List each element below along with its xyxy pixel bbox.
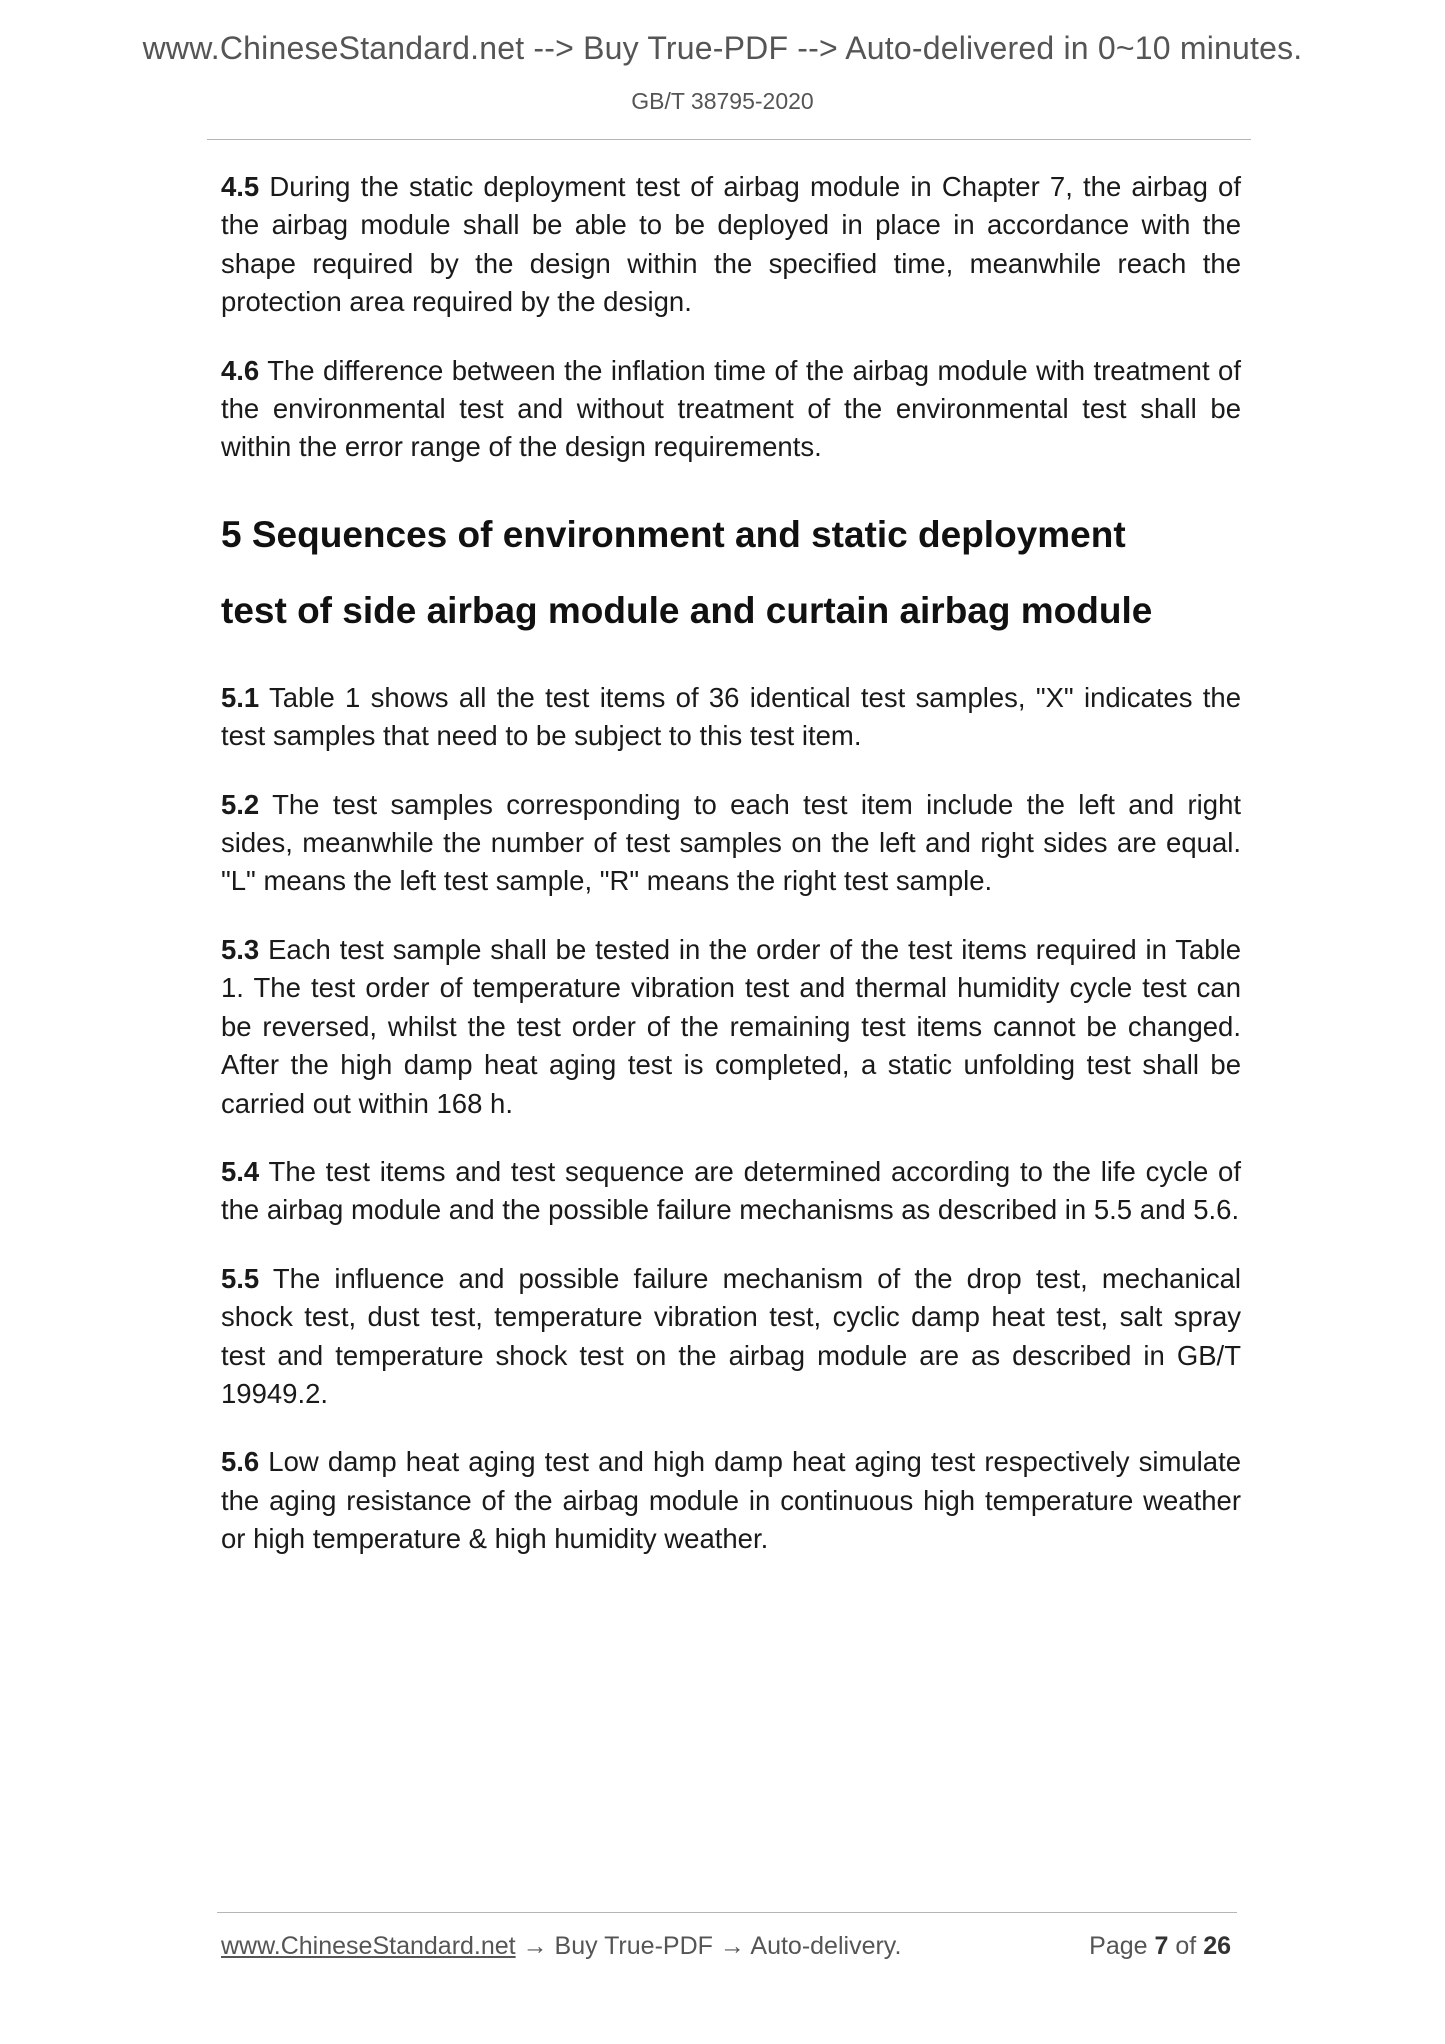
- footer-promo: [221, 1932, 901, 1961]
- clause-5-6: [221, 1443, 1241, 1558]
- section-heading: [221, 497, 1241, 649]
- page-footer: [221, 1932, 1231, 1968]
- clause-number: 5.1: [221, 681, 260, 713]
- clause-text: The test samples corresponding to each test item include the left and right sides, meanwhile the number of test samples on the left and right sides are equal. "L" means the left test sample, "R" means the right test sample.: [221, 788, 1241, 897]
- clause-text: Low damp heat aging test and high damp heat aging test respectively simulate the aging resistance of the airbag module in continuous high temperature weather or high temperature & high humidity weather.: [221, 1446, 1241, 1555]
- section-heading-line-2: test of side airbag module and curtain airbag module: [221, 589, 1153, 631]
- clause-number: 5.4: [221, 1155, 260, 1187]
- document-code: GB/T 38795-2020: [631, 88, 814, 114]
- clause-5-4: [221, 1153, 1241, 1230]
- footer-divider: [217, 1912, 1237, 1913]
- clause-5-5: [221, 1260, 1241, 1414]
- clause-text: Each test sample shall be tested in the order of the test items required in Table 1. The test order of temperature vibration test and thermal humidity cycle test can be reversed, whilst the test order of the remaining test items cannot be changed. After the high damp heat aging test is completed, a static unfolding test shall be carried out within 168 h.: [221, 933, 1241, 1119]
- header-divider: [207, 139, 1251, 140]
- clause-text: The test items and test sequence are determined according to the life cycle of the airbag module and the possible failure mechanisms as described in 5.5 and 5.6.: [221, 1155, 1241, 1226]
- section-heading-line-1: 5 Sequences of environment and static deployment: [221, 513, 1126, 555]
- clause-text: During the static deployment test of airbag module in Chapter 7, the airbag of the airbag module shall be able to be deployed in place in accordance with the shape required by the design within the specified time, meanwhile reach the protection area required by the design.: [221, 171, 1241, 318]
- clause-text: Table 1 shows all the test items of 36 identical test samples, "X" indicates the test samples that need to be subject to this test item.: [221, 681, 1241, 752]
- page-body: [221, 168, 1241, 1589]
- clause-number: 5.2: [221, 788, 260, 820]
- clause-number: 4.5: [221, 171, 260, 202]
- footer-site-link[interactable]: www.ChineseStandard.net: [221, 1932, 516, 1960]
- current-page-number: 7: [1154, 1932, 1169, 1960]
- clause-4-6: [221, 352, 1241, 467]
- footer-promo-text: → Buy True-PDF → Auto-delivery.: [515, 1932, 902, 1960]
- top-banner: www.ChineseStandard.net --> Buy True-PDF --> Auto-delivered in 0~10 minutes.: [142, 30, 1303, 66]
- clause-number: 5.5: [221, 1262, 260, 1294]
- clause-number: 4.6: [221, 354, 260, 386]
- clause-5-2: [221, 786, 1241, 901]
- clause-number: 5.6: [221, 1446, 260, 1478]
- page-label: Page: [1089, 1932, 1148, 1960]
- clause-text: The difference between the inflation time of the airbag module with treatment of the environmental test and without treatment of the environmental test shall be within the error range of the design requirements.: [221, 354, 1241, 463]
- clause-5-1: [221, 679, 1241, 756]
- of-label: of: [1175, 1932, 1197, 1960]
- clause-number: 5.3: [221, 933, 260, 965]
- clause-5-3: [221, 931, 1241, 1123]
- page-indicator: [1089, 1932, 1231, 1961]
- clause-4-5: [221, 168, 1241, 322]
- total-pages-number: 26: [1203, 1932, 1231, 1960]
- clause-text: The influence and possible failure mechanism of the drop test, mechanical shock test, dust test, temperature vibration test, cyclic damp heat test, salt spray test and temperature shock test on the airbag module are as described in GB/T 19949.2.: [221, 1262, 1241, 1409]
